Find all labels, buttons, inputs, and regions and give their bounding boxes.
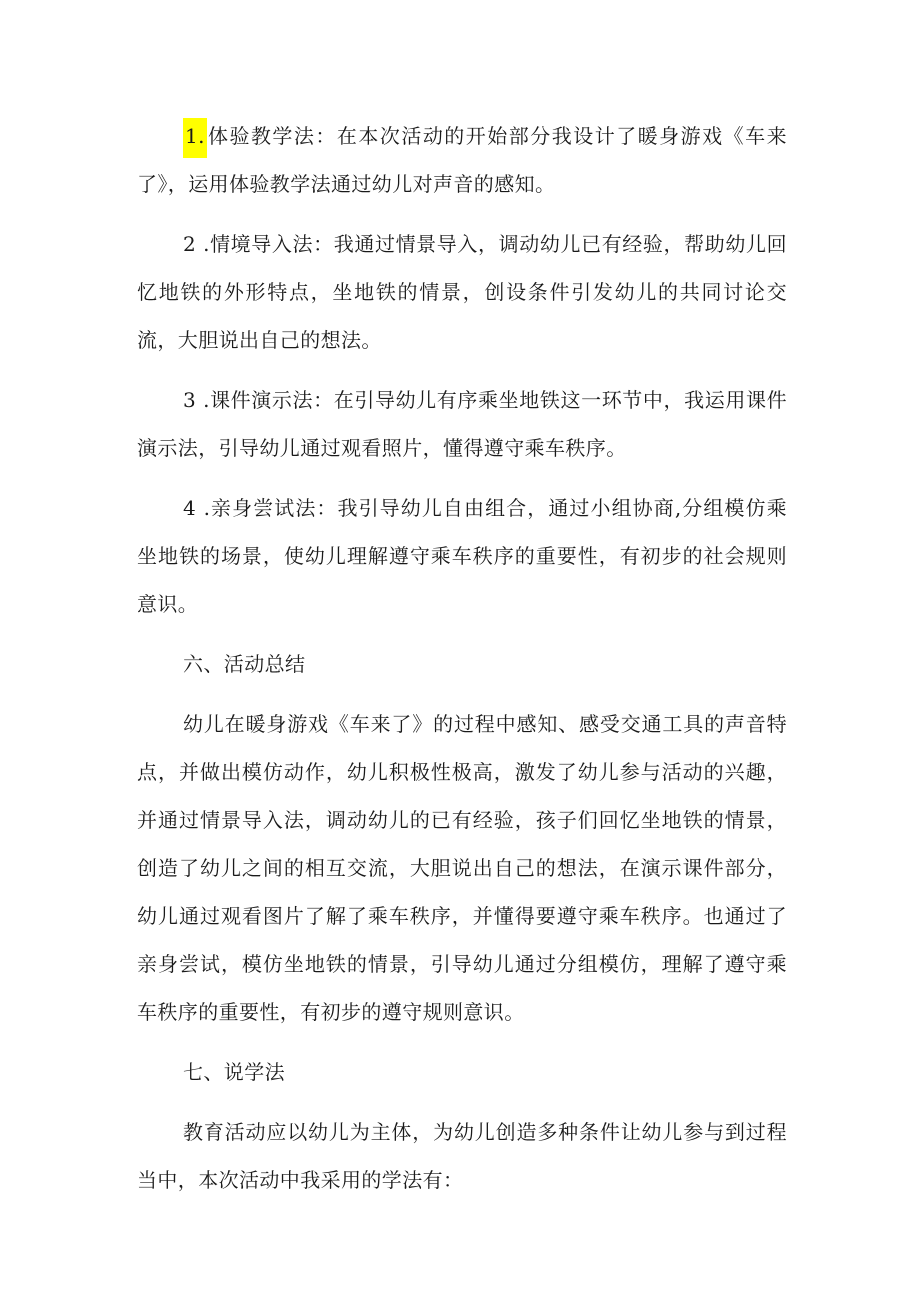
document-body [137, 112, 787, 1216]
paragraph-summary: 幼儿在暖身游戏《车来了》的过程中感知、感受交通工具的声音特点，并做出模仿动作，幼儿积极性极高，激发了幼儿参与活动的兴趣，并通过情景导入法，调动幼儿的已有经验，孩子们回忆坐地铁的情景，创造了幼儿之间的相互交流，大胆说出自己的想法，在演示课件部分，幼儿通过观看图片了解了乘车秩序，并懂得要遵守乘车秩序。也通过了亲身尝试，模仿坐地铁的情景，引导幼儿通过分组模仿，理解了遵守乘车秩序的重要性，有初步的遵守规则意识。 [137, 712, 787, 1024]
paragraph-text: 体验教学法：在本次活动的开始部分我设计了暖身游戏《车来了》，运用体验教学法通过幼儿对声音的感知。 [137, 124, 787, 196]
paragraph-method-3: 3 .课件演示法：在引导幼儿有序乘坐地铁这一环节中，我运用课件演示法，引导幼儿通过观看照片，懂得遵守乘车秩序。 [137, 388, 787, 460]
section-heading-learning-methods: 七、说学法 [183, 1060, 285, 1084]
paragraph-learning-methods-intro: 教育活动应以幼儿为主体，为幼儿创造多种条件让幼儿参与到过程当中，本次活动中我采用的学法有： [137, 1120, 787, 1192]
paragraph-method-4: 4 .亲身尝试法：我引导幼儿自由组合，通过小组协商,分组模仿乘坐地铁的场景，使幼儿理解遵守乘车秩序的重要性，有初步的社会规则意识。 [137, 496, 787, 616]
paragraph-method-1 [137, 112, 787, 208]
paragraph-method-2: 2 .情境导入法：我通过情景导入，调动幼儿已有经验，帮助幼儿回忆地铁的外形特点，坐地铁的情景，创设条件引发幼儿的共同讨论交流，大胆说出自己的想法。 [137, 232, 787, 352]
section-heading-summary: 六、活动总结 [183, 652, 306, 676]
highlighted-list-marker: 1. [183, 118, 207, 158]
